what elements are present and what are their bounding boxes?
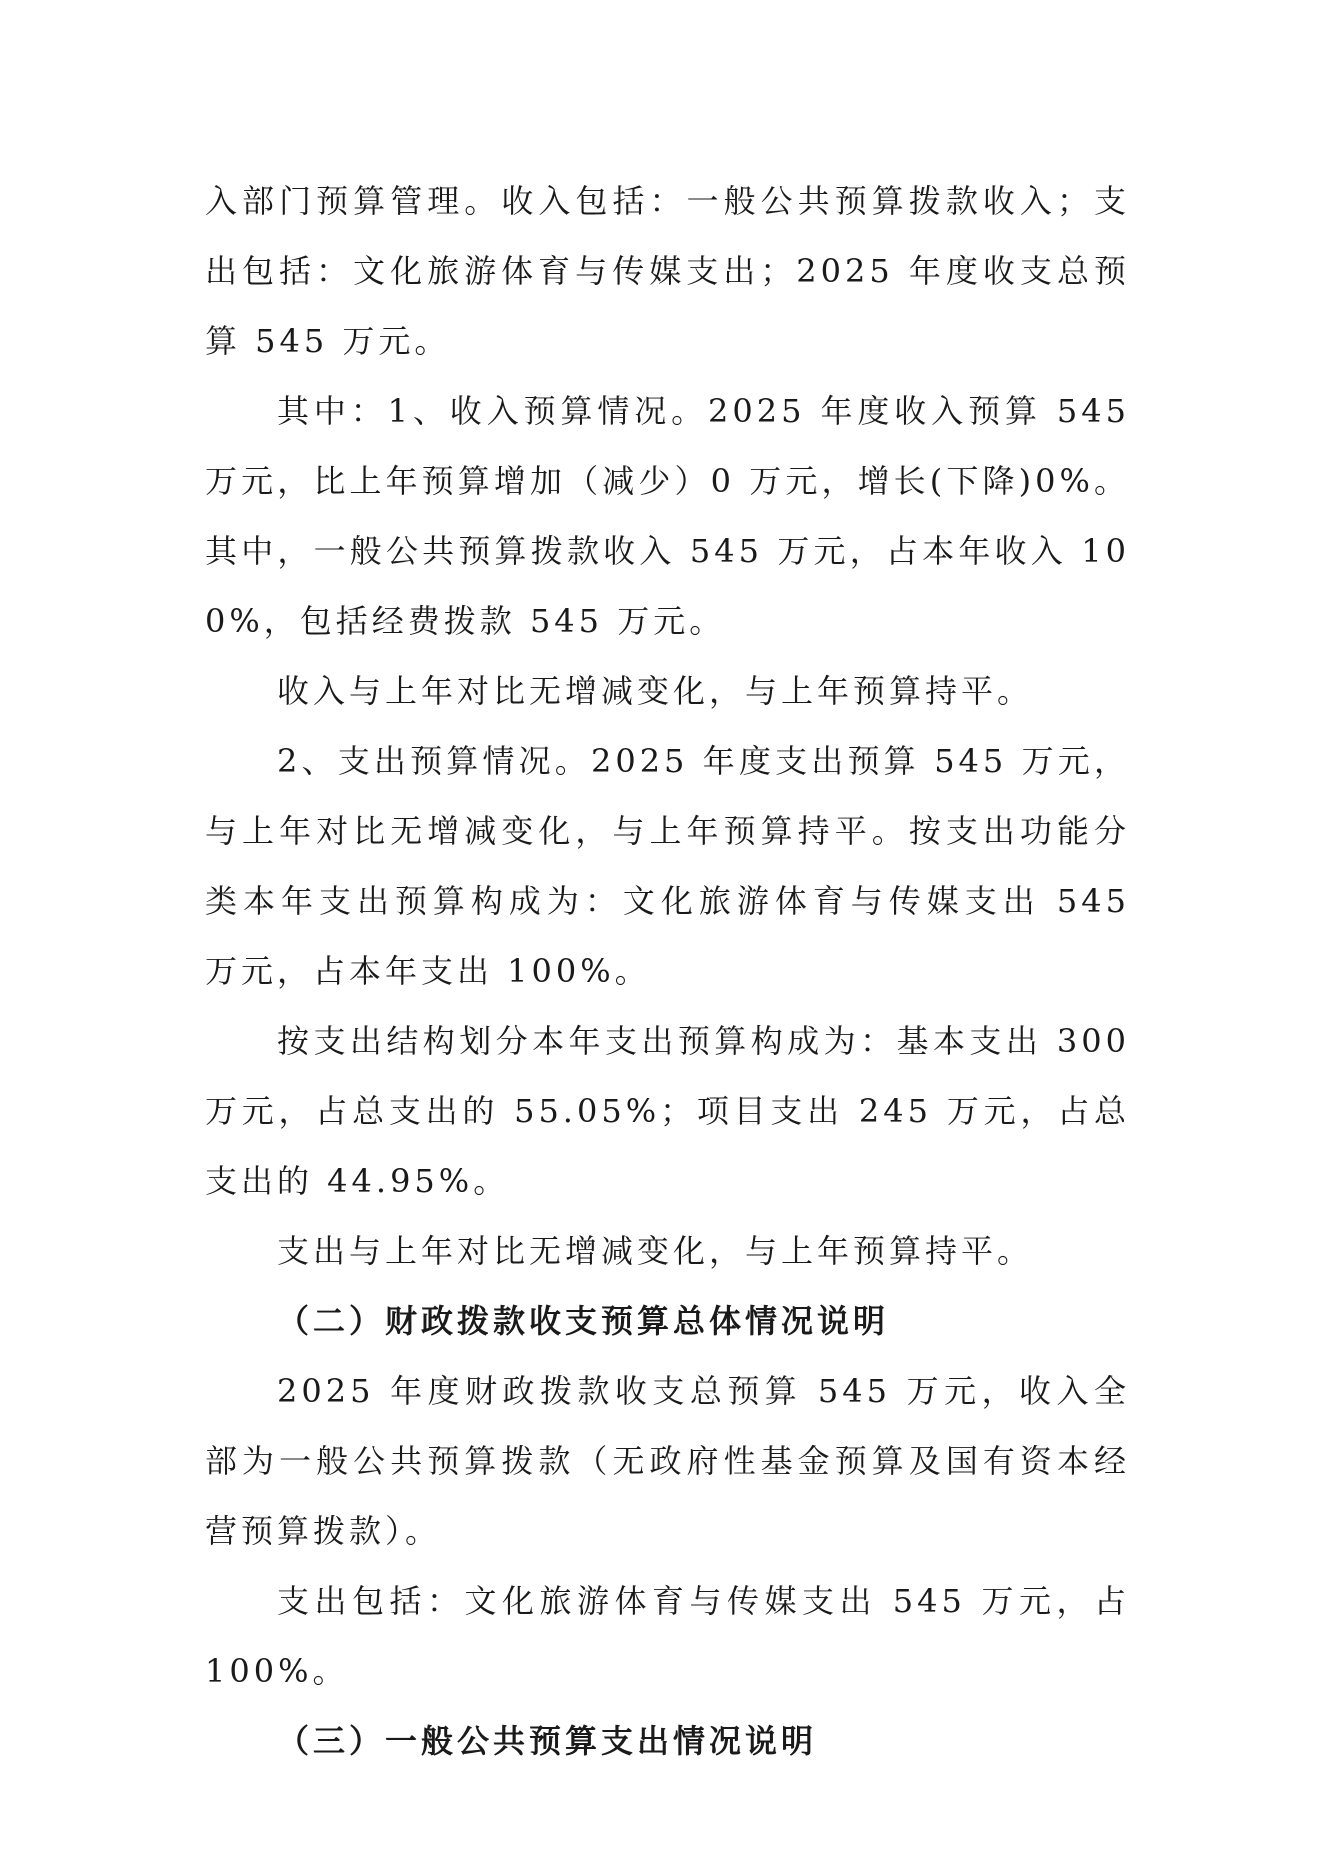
paragraph-fiscal-appropriation: 2025 年度财政拨款收支总预算 545 万元，收入全部为一般公共预算拨款（无政府性基金预算及国有资本经营预算拨款）。 xyxy=(205,1372,1130,1550)
paragraph-expenditure-comparison: 支出与上年对比无增减变化，与上年预算持平。 xyxy=(277,1232,1034,1270)
paragraph-budget-overview: 入部门预算管理。收入包括：一般公共预算拨款收入；支出包括：文化旅游体育与传媒支出；2025 年度收支总预算 545 万元。 xyxy=(205,182,1130,360)
document-page xyxy=(205,166,1130,1776)
section-heading-general-public-budget: （三）一般公共预算支出情况说明 xyxy=(277,1722,818,1760)
paragraph-fiscal-expenditure: 支出包括：文化旅游体育与传媒支出 545 万元，占 100%。 xyxy=(205,1582,1130,1690)
section-heading-fiscal-appropriation: （二）财政拨款收支预算总体情况说明 xyxy=(277,1302,890,1340)
paragraph-expenditure-structure: 按支出结构划分本年支出预算构成为：基本支出 300 万元，占总支出的 55.05%；项目支出 245 万元，占总支出的 44.95%。 xyxy=(205,1022,1130,1200)
paragraph-income-comparison: 收入与上年对比无增减变化，与上年预算持平。 xyxy=(277,672,1034,710)
paragraph-income-budget: 其中：1、收入预算情况。2025 年度收入预算 545 万元，比上年预算增加（减少）0 万元，增长(下降)0%。其中，一般公共预算拨款收入 545 万元，占本年收入 100%，包括经费拨款 545 万元。 xyxy=(205,392,1130,640)
paragraph-expenditure-budget: 2、支出预算情况。2025 年度支出预算 545 万元，与上年对比无增减变化，与上年预算持平。按支出功能分类本年支出预算构成为：文化旅游体育与传媒支出 545 万元，占本年支出 100%。 xyxy=(205,742,1130,990)
